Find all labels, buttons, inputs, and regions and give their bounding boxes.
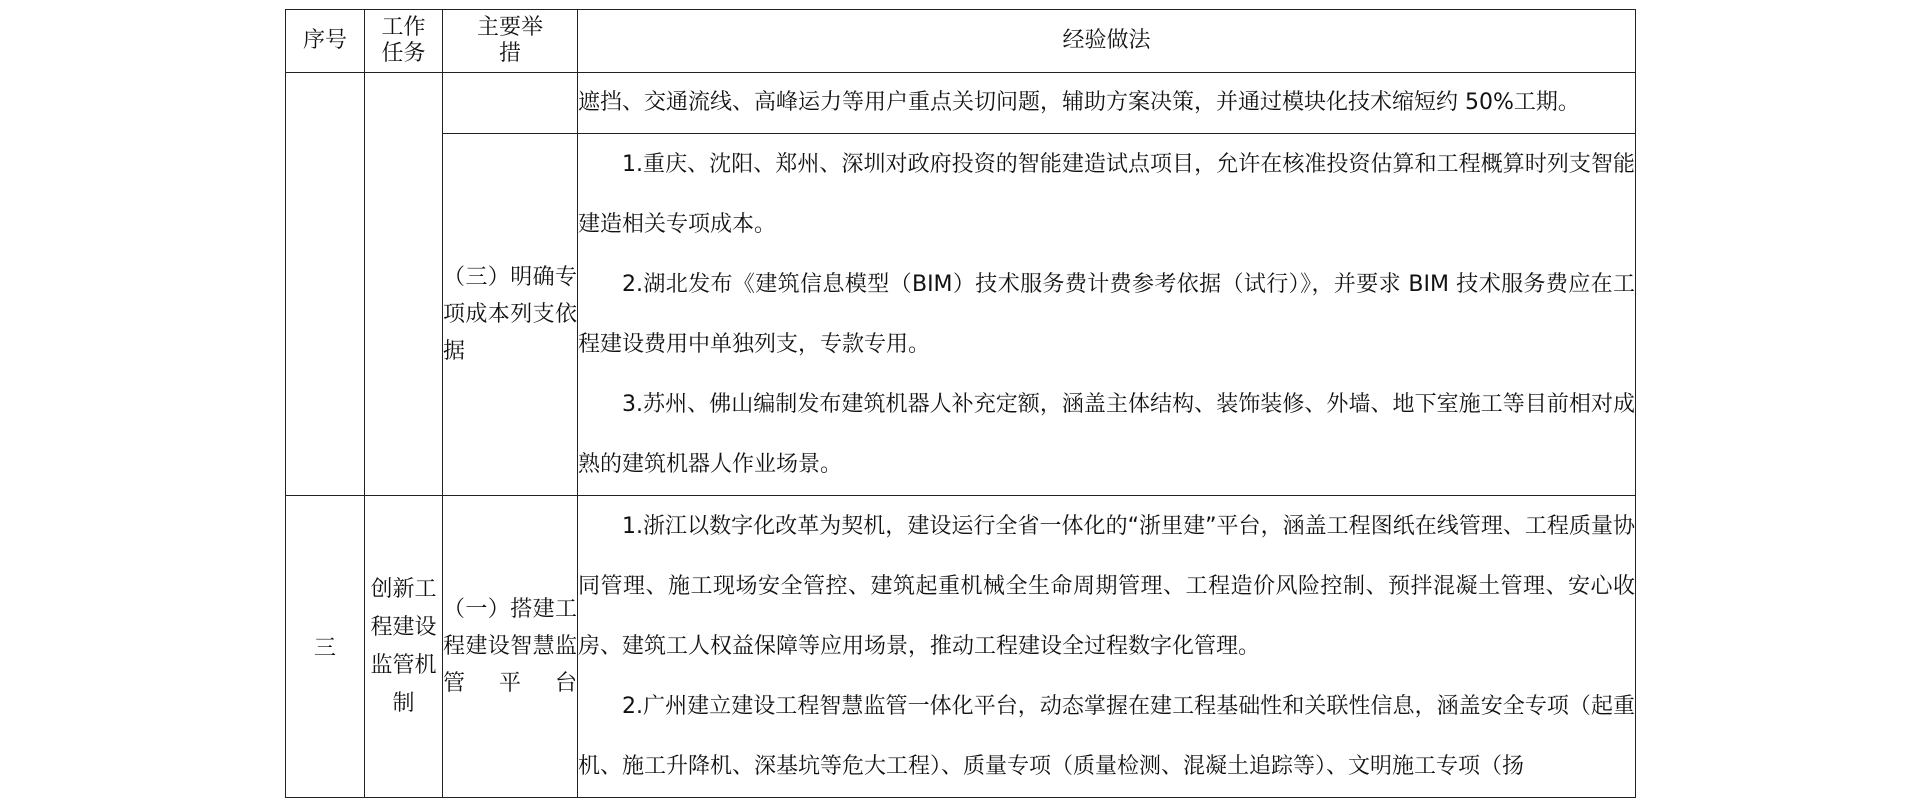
- seq-cell: [286, 73, 365, 496]
- seq-cell: 三: [286, 496, 365, 798]
- experience-paragraph: 1.重庆、沈阳、郑州、深圳对政府投资的智能建造试点项目，允许在核准投资估算和工程概算时列支智能建造相关专项成本。: [578, 152, 1635, 237]
- experience-cell: [578, 496, 1636, 798]
- header-measure: 主要举措: [443, 10, 578, 73]
- header-seq: 序号: [286, 10, 365, 73]
- experience-table: [285, 9, 1636, 798]
- experience-cell: [578, 134, 1636, 496]
- experience-paragraph: 遮挡、交通流线、高峰运力等用户重点关切问题，辅助方案决策，并通过模块化技术缩短约 50%工期。: [578, 90, 1580, 115]
- experience-paragraph: 3.苏州、佛山编制发布建筑机器人补充定额，涵盖主体结构、装饰装修、外墙、地下室施工等目前相对成熟的建筑机器人作业场景。: [578, 392, 1635, 477]
- measure-cell: （三）明确专项成本列支依据: [443, 134, 578, 496]
- experience-paragraph: 1.浙江以数字化改革为契机，建设运行全省一体化的“浙里建”平台，涵盖工程图纸在线管理、工程质量协同管理、施工现场安全管控、建筑起重机械全生命周期管理、工程造价风险控制、预拌混凝土管理、安心收房、建筑工人权益保障等应用场景，推动工程建设全过程数字化管理。: [578, 514, 1635, 659]
- measure-cell: （一）搭建工程建设智慧监管平台: [443, 496, 578, 798]
- table-row: [286, 73, 1636, 134]
- task-cell: [365, 73, 443, 496]
- measure-cell: [443, 73, 578, 134]
- experience-cell: [578, 73, 1636, 134]
- experience-paragraph: 2.广州建立建设工程智慧监管一体化平台，动态掌握在建工程基础性和关联性信息，涵盖安全专项（起重机、施工升降机、深基坑等危大工程）、质量专项（质量检测、混凝土追踪等）、文明施工专项（扬: [578, 694, 1635, 779]
- table-row: [286, 496, 1636, 798]
- table-row: [286, 134, 1636, 496]
- experience-paragraph: 2.湖北发布《建筑信息模型（BIM）技术服务费计费参考依据（试行）》，并要求 BIM 技术服务费应在工程建设费用中单独列支，专款专用。: [578, 272, 1635, 357]
- header-experience: 经验做法: [578, 10, 1636, 73]
- header-task: 工作任务: [365, 10, 443, 73]
- task-cell: 创新工程建设监管机制: [365, 496, 443, 798]
- table-header-row: [286, 10, 1636, 73]
